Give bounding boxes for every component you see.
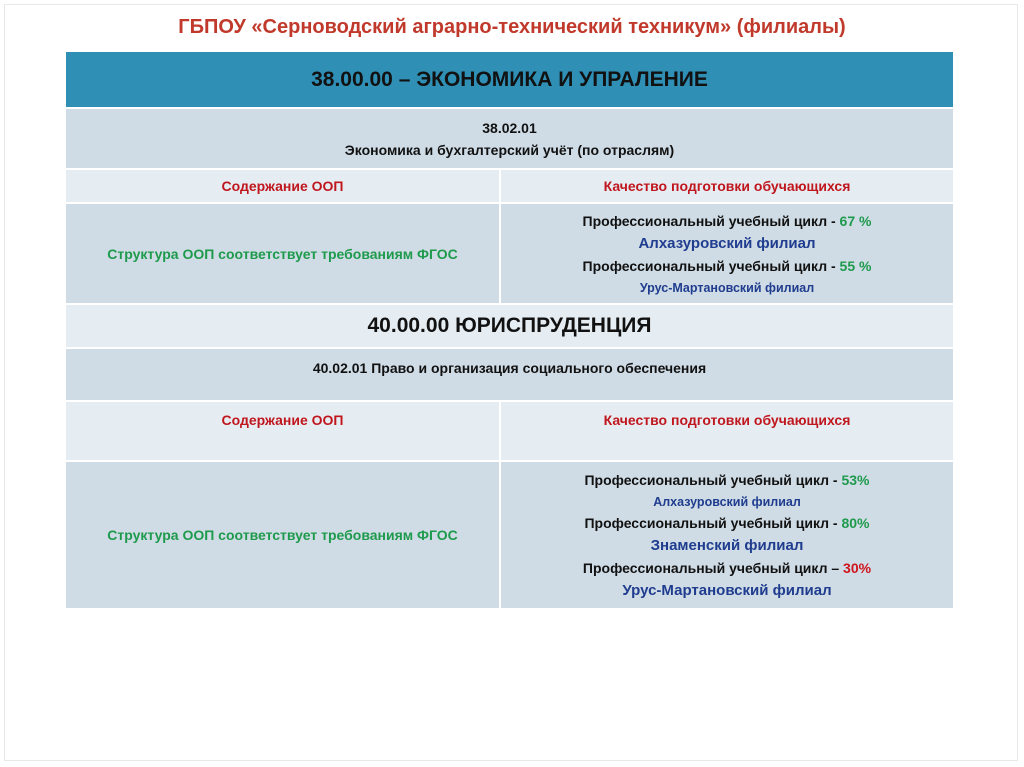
branch-name: Алхазуровский филиал [638,234,816,252]
section2-heading: 40.00.00 ЮРИСПРУДЕНЦИЯ [367,314,652,337]
section1-code: 38.02.01 [482,119,537,136]
section2-specialty: 40.02.01 Право и организация социального обеспечения [312,360,707,376]
page-title: ГБПОУ «Серноводский аграрно-технический техникум» (филиалы) [178,16,846,38]
quality-line [583,255,872,278]
section2-col-left: Содержание ООП [221,412,344,428]
quality-line [583,557,871,580]
section1-content-row [66,202,953,303]
branch-name: Урус-Мартановский филиал [639,280,815,295]
quality-percent: 53% [841,471,870,488]
section1-specialty-cell [66,107,953,168]
section1-heading: 38.00.00 – ЭКОНОМИКА И УПРАЛЕНИЕ [311,67,708,91]
section2-content-row [66,460,953,608]
quality-percent: 80% [841,514,870,531]
specialties-table [66,52,953,608]
quality-line [584,512,869,535]
section2-content-cell [66,460,499,608]
section1-heading-row [66,52,953,107]
quality-percent: 30% [843,559,872,576]
section1-heading-cell [66,52,953,107]
section1-col-left: Содержание ООП [221,178,344,194]
section2-quality-cell [501,460,953,608]
branch-name: Алхазуровский филиал [653,494,801,509]
section1-specialty-row [66,107,953,168]
quality-percent: 55 % [839,257,872,274]
quality-cycle: Профессиональный учебный цикл - [584,471,842,488]
section1-content-cell [66,202,499,303]
section2-columns-row [66,400,953,460]
section2-heading-row [66,303,953,347]
quality-cycle: Профессиональный учебный цикл - [582,257,840,274]
quality-line [583,210,872,233]
section1-col-left-cell [66,168,499,202]
section2-content: Структура ООП соответствует требованиям ФГОС [107,527,458,543]
section1-specialty: Экономика и бухгалтерский учёт (по отраслям) [344,141,675,158]
quality-cycle: Профессиональный учебный цикл - [582,212,840,229]
section2-specialty-cell [66,347,953,400]
section2-heading-cell [66,303,953,347]
quality-percent: 67 % [839,212,872,229]
section1-content: Структура ООП соответствует требованиям ФГОС [107,245,458,262]
quality-cycle: Профессиональный учебный цикл - [584,514,842,531]
section1-col-right-cell [501,168,953,202]
section1-col-right: Качество подготовки обучающихся [603,178,851,194]
quality-line [584,469,869,492]
branch-name: Знаменский филиал [650,536,804,554]
branch-name: Урус-Мартановский филиал [622,581,832,599]
section1-quality-cell [501,202,953,303]
quality-cycle: Профессиональный учебный цикл – [582,559,844,576]
section2-col-right: Качество подготовки обучающихся [603,412,851,428]
section2-col-left-cell [66,400,499,460]
section2-specialty-row [66,347,953,400]
section1-columns-row [66,168,953,202]
section2-col-right-cell [501,400,953,460]
